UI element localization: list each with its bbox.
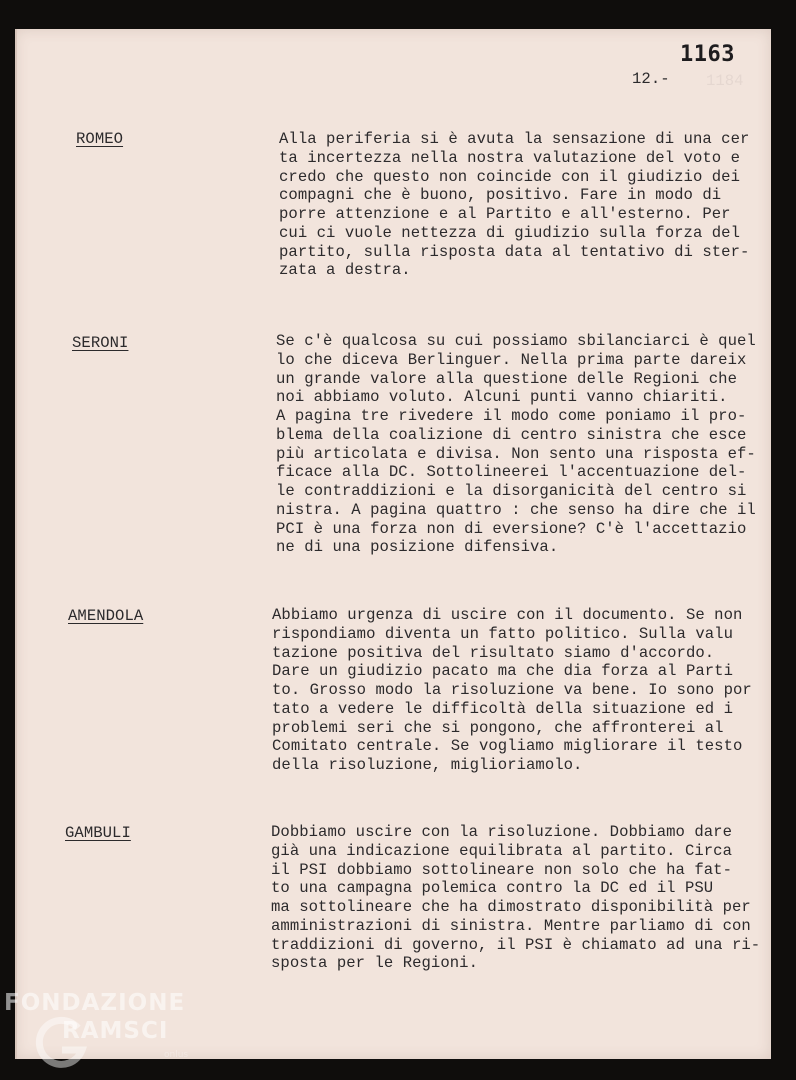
- speech-line: Dobbiamo uscire con la risoluzione. Dobbiamo dare: [271, 823, 732, 841]
- speech-line: noi abbiamo voluto. Alcuni punti vanno chiariti.: [276, 388, 728, 407]
- speech-line: to. Grosso modo la risoluzione va bene. Io sono por: [272, 681, 752, 699]
- speech-line: rispondiamo diventa un fatto politico. Sulla valu: [272, 624, 733, 643]
- page-edge: [15, 29, 17, 1059]
- speech-line: Comitato centrale. Se vogliamo migliorare il testo: [272, 737, 743, 756]
- watermark-line-2: RAMSCI: [62, 1018, 169, 1044]
- speech-line: compagni che è buono, positivo. Fare in modo di: [279, 186, 722, 205]
- speech-gambuli: [271, 823, 760, 973]
- speech-line: to una campagna polemica contro la DC ed il PSU: [271, 879, 714, 898]
- speaker-seroni: SERONI: [72, 334, 129, 352]
- speaker-romeo: ROMEO: [76, 130, 124, 148]
- archive-number: 1163: [680, 42, 735, 67]
- speech-line: ficace alla DC. Sottolineerei l'accentuazione del-: [276, 463, 747, 482]
- watermark-onlus: onlus: [164, 1050, 189, 1060]
- speech-line: Abbiamo urgenza di uscire con il documento. Se non: [272, 606, 743, 624]
- speech-line: partito, sulla risposta data al tentativo di ster-: [279, 242, 750, 261]
- speech-line: blema della coalizione di centro sinistra che esce: [276, 425, 747, 444]
- speech-line: ne di una posizione difensiva.: [276, 538, 559, 557]
- speech-line: traddizioni di governo, il PSI è chiamato ad una ri-: [271, 935, 761, 954]
- speech-seroni: [276, 332, 756, 557]
- speech-line: porre attenzione e al Partito e all'esterno. Per: [279, 205, 731, 223]
- speech-line: le contraddizioni e la disorganicità del centro si: [276, 482, 747, 500]
- page-number: 12.-: [632, 70, 670, 88]
- speech-line: zata a destra.: [279, 261, 411, 280]
- speech-line: tazione positiva del risultato siamo d'accordo.: [272, 643, 715, 662]
- speech-line: PCI è una forza non di eversione? C'è l'accettazio: [276, 519, 747, 538]
- speech-line: della risoluzione, miglioriamolo.: [272, 756, 583, 774]
- speech-line: cui ci vuole nettezza di giudizio sulla forza del: [279, 223, 740, 242]
- fondazione-gramsci-watermark: [4, 990, 204, 1075]
- speech-line: Dare un giudizio pacato ma che dia forza al Parti: [272, 662, 733, 681]
- speech-line: tato a vedere le difficoltà della situazione ed i: [272, 699, 733, 718]
- speech-line: lo che diceva Berlinguer. Nella prima parte dareix: [276, 350, 747, 369]
- speech-line: un grande valore alla questione delle Regioni che: [276, 369, 737, 388]
- speech-line: sposta per le Regioni.: [271, 954, 478, 973]
- speech-line: A pagina tre rivedere il modo come poniamo il pro-: [276, 407, 747, 425]
- speech-line: ta incertezza nella nostra valutazione del voto e: [279, 148, 740, 167]
- speech-line: nistra. A pagina quattro : che senso ha dire che il: [276, 500, 756, 519]
- bleed-through-number: 1184: [706, 72, 744, 90]
- speech-line: problemi seri che si pongono, che affronterei al: [272, 718, 724, 737]
- speech-amendola: [272, 606, 752, 775]
- speaker-amendola: AMENDOLA: [68, 607, 144, 625]
- speech-line: Alla periferia si è avuta la sensazione di una cer: [279, 130, 750, 148]
- watermark-line-1: FONDAZIONE: [4, 990, 186, 1016]
- speaker-gambuli: GAMBULI: [65, 824, 131, 842]
- speech-line: il PSI dobbiamo sottolineare non solo che ha fat-: [271, 860, 732, 879]
- speech-line: credo che questo non coincide con il giudizio dei: [279, 167, 740, 186]
- speech-line: più articolata e divisa. Non sento una risposta ef-: [276, 444, 756, 463]
- speech-line: Se c'è qualcosa su cui possiamo sbilanciarci è quel: [276, 332, 756, 350]
- speech-romeo: [279, 130, 749, 280]
- speech-line: già una indicazione equilibrata al partito. Circa: [271, 841, 732, 860]
- speech-line: amministrazioni di sinistra. Mentre parliamo di con: [271, 916, 751, 935]
- speech-line: ma sottolineare che ha dimostrato disponibilità per: [271, 898, 751, 916]
